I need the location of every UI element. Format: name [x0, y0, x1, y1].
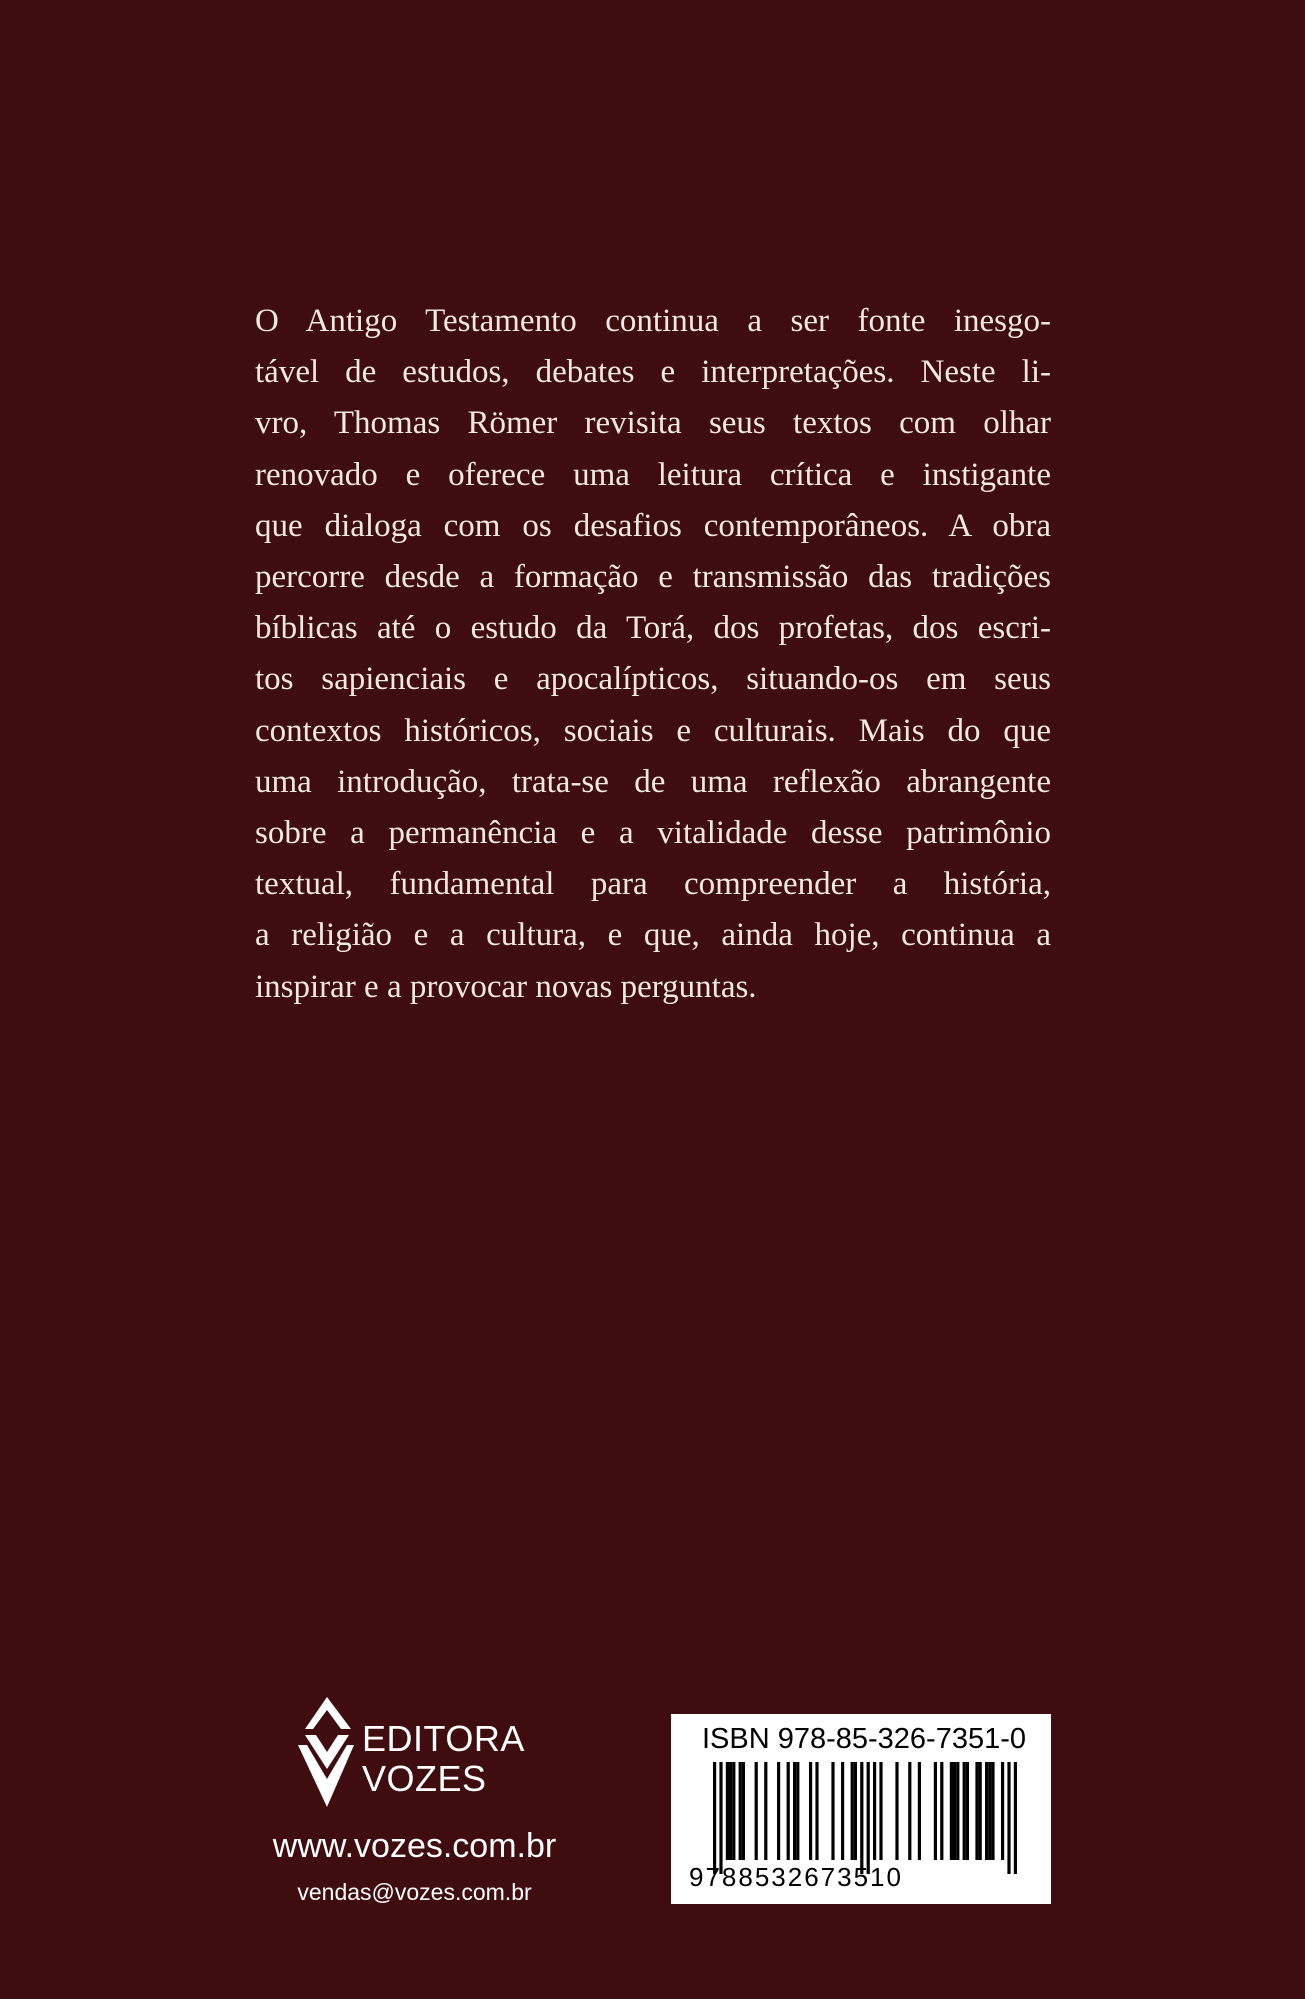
barcode-bar: [985, 1762, 988, 1860]
blurb-line: sobre a permanência e a vitalidade desse patrimônio: [255, 815, 1051, 852]
barcode-bar: [879, 1762, 882, 1860]
publisher-logo: [296, 1697, 536, 1809]
barcode-bar: [860, 1762, 863, 1874]
publisher-name: [362, 1719, 525, 1799]
barcode-bar: [966, 1762, 969, 1860]
blurb-line: O Antigo Testamento continua a ser fonte inesgo-: [255, 303, 1051, 339]
barcode-bar: [742, 1762, 745, 1860]
barcode-bar: [950, 1762, 953, 1860]
barcode-bar: [787, 1762, 790, 1860]
barcode-bar: [809, 1762, 812, 1860]
barcode-bar: [713, 1762, 716, 1874]
barcode-bar: [719, 1762, 722, 1874]
barcode-bar: [895, 1762, 898, 1860]
barcode-bar: [739, 1762, 742, 1860]
publisher-email[interactable]: vendas@vozes.com.br: [297, 1879, 532, 1905]
blurb-line: vro, Thomas Römer revisita seus textos com olhar: [255, 405, 1051, 442]
barcode-bar: [1007, 1762, 1010, 1874]
barcode-bar: [873, 1762, 876, 1860]
barcode-bar: [934, 1762, 937, 1860]
barcode-bar: [867, 1762, 870, 1874]
publisher-name-line2: VOZES: [362, 1758, 487, 1799]
barcode-bar: [777, 1762, 780, 1860]
blurb-line: inspirar e a provocar novas perguntas.: [255, 968, 757, 1005]
back-cover-blurb: [255, 296, 1051, 1013]
barcode-bar: [1001, 1762, 1004, 1860]
barcode-bar: [793, 1762, 796, 1860]
blurb-line: bíblicas até o estudo da Torá, dos profetas, dos escri-: [255, 610, 1051, 647]
barcode-bar: [764, 1762, 767, 1860]
barcode-digits: 9788532673510: [689, 1862, 903, 1892]
barcode-bar: [815, 1762, 818, 1860]
barcode-bar: [851, 1762, 854, 1860]
blurb-line: contextos históricos, sociais e culturais. Mais do que: [255, 712, 1051, 749]
barcode-bar: [831, 1762, 834, 1860]
barcode-bar: [988, 1762, 991, 1860]
barcode-bar: [975, 1762, 978, 1860]
blurb-line: textual, fundamental para compreender a história,: [255, 866, 1051, 903]
barcode-bar: [726, 1762, 729, 1860]
barcode-bar: [963, 1762, 966, 1860]
blurb-line: uma introdução, trata-se de uma reflexão abrangente: [255, 763, 1051, 800]
publisher-website[interactable]: www.vozes.com.br: [272, 1827, 557, 1865]
blurb-line: renovado e oferece uma leitura crítica e instigante: [255, 456, 1051, 493]
barcode-bar: [796, 1762, 799, 1860]
barcode-bar: [991, 1762, 994, 1860]
blurb-line: tos sapienciais e apocalípticos, situando-os em seus: [255, 661, 1051, 698]
barcode-bar: [1014, 1762, 1017, 1874]
barcode-bar: [908, 1762, 911, 1860]
blurb-line: tável de estudos, debates e interpretações. Neste li-: [255, 354, 1051, 391]
isbn-barcode: [671, 1714, 1051, 1904]
barcode-bar: [918, 1762, 921, 1860]
barcode-bar: [854, 1762, 857, 1860]
blurb-line: percorre desde a formação e transmissão das tradições: [255, 559, 1051, 596]
blurb-line: a religião e a cultura, e que, ainda hoje, continua a: [255, 917, 1051, 954]
barcode-bar: [755, 1762, 758, 1860]
barcode-bar: [956, 1762, 959, 1860]
publisher-name-line1: EDITORA: [362, 1718, 525, 1759]
isbn-label: ISBN 978-85-326-7351-0: [701, 1723, 1027, 1755]
barcode-bar: [953, 1762, 956, 1860]
barcode-bar: [940, 1762, 943, 1860]
barcode-bar: [729, 1762, 732, 1860]
barcode-bar: [841, 1762, 844, 1860]
barcode-bar: [732, 1762, 735, 1860]
blurb-line: que dialoga com os desafios contemporâneos. A obra: [255, 507, 1051, 544]
barcode-bar: [979, 1762, 982, 1860]
editora-vozes-logo-icon: [296, 1697, 356, 1809]
